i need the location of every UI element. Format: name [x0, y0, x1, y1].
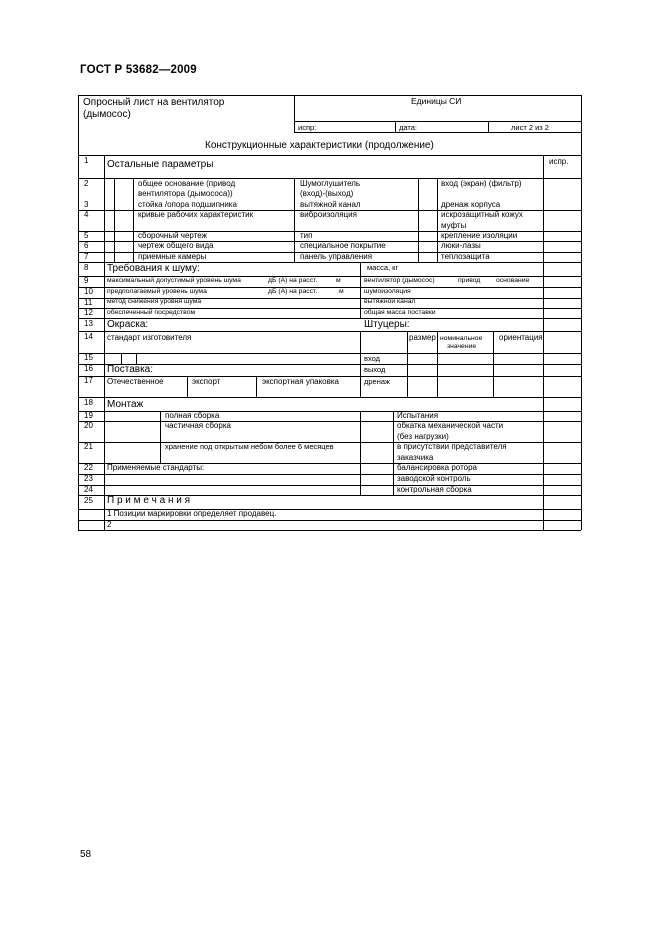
field-label: Применяемые стандарты:: [107, 463, 205, 472]
field-label: в присутствии представителя: [397, 442, 507, 451]
field-label: тип: [300, 231, 313, 240]
form-title: Опросный лист на вентилятор: [83, 97, 225, 108]
field-label: (вход)-(выход): [300, 189, 354, 198]
row-number: 22: [84, 463, 93, 472]
field-label: хранение под открытым небом более 6 месяцев: [165, 442, 334, 451]
field-label: частичная сборка: [165, 421, 231, 430]
field-label: максимальный допустимый уровень шума: [107, 277, 241, 284]
rule-line: [294, 95, 295, 132]
field-label: Поставка:: [107, 364, 154, 375]
field-label: виброизоляция: [300, 210, 357, 219]
rule-line: [78, 364, 581, 365]
rule-line: [360, 331, 361, 397]
rule-line: [114, 178, 115, 262]
field-label: Остальные параметры: [107, 159, 214, 170]
row-number: 25: [84, 496, 93, 505]
rule-line: [395, 121, 396, 132]
field-label: Отечественное: [107, 377, 164, 386]
rule-line: [133, 178, 134, 262]
field-label: Монтаж: [107, 399, 144, 410]
rule-line: [493, 331, 494, 397]
field-label: масса, кг: [367, 263, 399, 272]
rule-line: [437, 331, 438, 397]
rule-line: [104, 155, 105, 530]
row-number: 8: [84, 263, 89, 272]
field-label: заказчика: [397, 453, 434, 462]
rule-line: [78, 530, 581, 531]
field-label: привод: [458, 277, 481, 284]
rule-line: [121, 353, 122, 364]
sheet-number: лист 2 из 2: [511, 123, 549, 132]
row-number: 2: [84, 179, 89, 188]
rule-line: [78, 397, 581, 398]
field-label: дренаж корпуса: [441, 200, 501, 209]
field-label: приемные камеры: [138, 252, 207, 261]
field-label: сборочный чертеж: [138, 231, 207, 240]
rule-line: [78, 318, 581, 319]
rule-line: [488, 121, 489, 132]
row-number: 18: [84, 398, 93, 407]
rule-line: [78, 411, 581, 412]
field-label: вытяжной канал: [364, 298, 416, 305]
field-label: муфты: [441, 221, 467, 230]
rule-line: [360, 262, 361, 318]
rule-line: [543, 155, 544, 530]
rule-line: [78, 95, 581, 96]
row-number: 1: [84, 156, 89, 165]
rule-line: [78, 474, 581, 475]
field-label: основание: [496, 277, 530, 284]
field-label: дБ (А) на расст.: [268, 277, 318, 284]
field-label: чертеж общего вида: [138, 241, 214, 250]
field-label: ориентация: [499, 333, 543, 342]
rule-line: [104, 411, 105, 463]
field-label: экспорт: [192, 377, 221, 386]
field-label: вытяжной канал: [300, 200, 361, 209]
field-label: шумоизоляция: [364, 288, 411, 295]
field-label: Шумоглушитель: [300, 179, 361, 188]
page-number: 58: [80, 849, 92, 860]
field-label: люки-лазы: [441, 241, 481, 250]
row-number: 12: [84, 308, 93, 317]
field-label: стандарт изготовителя: [107, 333, 192, 342]
row-number: 3: [84, 200, 89, 209]
field-label: значение: [447, 343, 477, 350]
field-label: м: [339, 288, 344, 295]
field-label: Окраска:: [107, 319, 149, 330]
row-number: 15: [84, 353, 93, 362]
rule-line: [78, 331, 581, 332]
field-label: экспортная упаковка: [262, 377, 340, 386]
row-number: 17: [84, 376, 93, 385]
field-label: стойка /опора подшипника: [138, 200, 237, 209]
rule-line: [78, 520, 581, 521]
field-label: номинальное: [440, 335, 483, 342]
field-label: метод снижения уровня шума: [107, 298, 202, 305]
field-label: балансировка ротора: [397, 463, 477, 472]
field-label: общее основание (привод: [138, 179, 236, 188]
field-label: контрольная сборка: [397, 485, 472, 494]
field-label: размер: [409, 333, 436, 342]
row-number: 13: [84, 319, 93, 328]
row-number: 19: [84, 411, 93, 420]
rule-line: [256, 376, 257, 397]
field-label: вентилятора (дымососа)): [138, 189, 233, 198]
rule-line: [160, 411, 161, 463]
rule-line: [78, 485, 581, 486]
row-number: 7: [84, 252, 89, 261]
row-number: 5: [84, 231, 89, 240]
rule-line: [418, 178, 419, 262]
field-label: обкатка механической части: [397, 421, 504, 430]
rule-line: [136, 353, 137, 364]
rule-line: [78, 155, 581, 156]
rule-line: [581, 95, 582, 530]
rule-line: [407, 331, 408, 397]
field-label: Требования к шуму:: [107, 263, 200, 274]
row-number: 20: [84, 421, 93, 430]
note-item: 1 Позиции маркировки определяет продавец.: [107, 509, 277, 518]
rule-line: [393, 411, 394, 495]
field-label: вход: [364, 354, 381, 363]
notes-heading: П р и м е ч а н и я: [107, 495, 191, 506]
field-label: полная сборка: [165, 411, 220, 420]
form-title: (дымосос): [83, 109, 131, 120]
field-label: вход (экран) (фильтр): [441, 179, 522, 188]
section-title: Конструкционные характеристики (продолжение): [205, 140, 434, 151]
document-title: ГОСТ Р 53682—2009: [80, 64, 197, 76]
field-label: общая масса поставки: [364, 309, 436, 316]
rule-line: [437, 178, 438, 262]
rule-line: [294, 132, 581, 133]
row-number: 21: [84, 442, 93, 451]
rule-line: [187, 376, 188, 397]
row-number: 9: [84, 276, 89, 285]
field-label: Испытания: [397, 411, 439, 420]
rule-line: [294, 178, 295, 262]
row-number: 23: [84, 474, 93, 483]
row-number: 14: [84, 332, 93, 341]
row-number: 24: [84, 485, 93, 494]
row-number: 10: [84, 287, 93, 296]
rule-line: [78, 353, 581, 354]
field-label: обеспеченный посредством: [107, 309, 196, 316]
field-label: специальное покрытие: [300, 241, 386, 250]
field-label: кривые рабочих характеристик: [138, 210, 254, 219]
field-label: заводской контроль: [397, 474, 471, 483]
rule-line: [78, 421, 581, 422]
rule-line: [294, 121, 581, 122]
field-label: вентилятор (дымосос): [364, 277, 435, 284]
row-number: 4: [84, 210, 89, 219]
field-label: дБ (А) на расст.: [268, 288, 318, 295]
row-number: 6: [84, 241, 89, 250]
field-label: искрозащитный кожух: [441, 210, 523, 219]
field-label: теплозащита: [441, 252, 490, 261]
field-label: Штуцеры:: [364, 319, 410, 330]
field-label: дренаж: [364, 377, 391, 386]
rule-line: [78, 95, 79, 530]
row-number: 11: [84, 298, 93, 307]
units-label: Единицы СИ: [411, 96, 462, 106]
note-item: 2: [107, 520, 112, 529]
field-label: дата:: [399, 123, 417, 132]
field-label: выход: [364, 365, 386, 374]
field-label: испр:: [298, 123, 317, 132]
field-label: крепление изоляции: [441, 231, 518, 240]
field-label: м: [336, 277, 341, 284]
field-label: предполагаемый уровень шума: [107, 288, 207, 295]
field-label: испр.: [549, 157, 569, 166]
row-number: 16: [84, 364, 93, 373]
field-label: панель управления: [300, 252, 373, 261]
rule-line: [360, 411, 361, 495]
field-label: (без нагрузки): [397, 432, 449, 441]
